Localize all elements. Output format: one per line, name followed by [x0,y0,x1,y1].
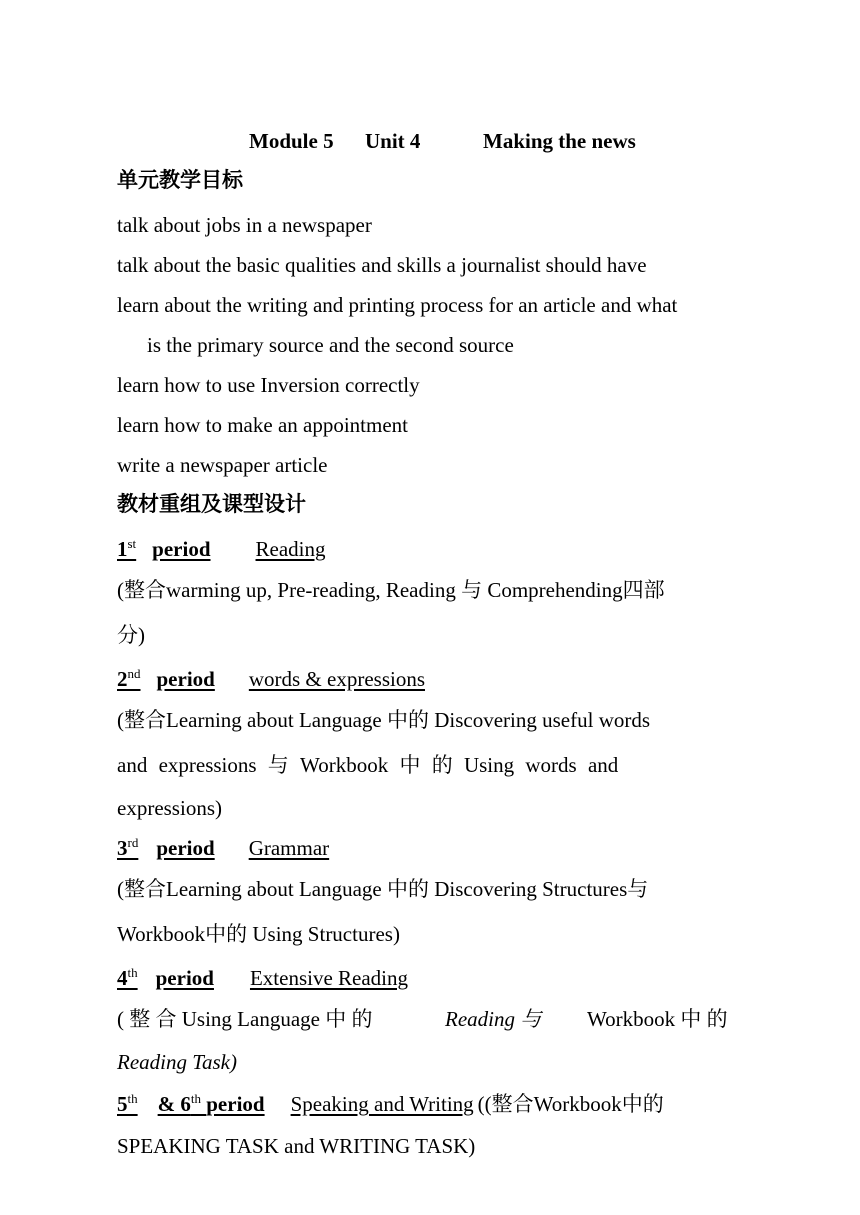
period-number: 5 [117,1092,128,1116]
goal-item: learn about the writing and printing process for an article and what [117,293,678,317]
goals-heading: 单元教学目标 [117,168,243,192]
desc-part: ( 整 合 Using Language 中 的 [117,1007,373,1031]
period-topic: Extensive Reading [249,966,409,990]
period-description: Workbook中的 Using Structures) [117,922,400,946]
period-ordinal: rd [127,835,139,850]
goal-item: talk about jobs in a newspaper [117,213,372,237]
period-topic: Grammar [248,836,330,860]
period-topic: Reading [255,537,326,561]
period-description: 分) [117,623,145,647]
period-description: (整合warming up, Pre-reading, Reading 与 Comprehending四部 [117,578,665,602]
period-number: 1 [117,537,128,561]
period-3-heading [117,835,740,860]
period-4-heading [117,965,740,990]
title-unit: Unit 4 [365,129,421,153]
period-description: expressions) [117,796,222,820]
period-description: SPEAKING TASK and WRITING TASK) [117,1134,476,1158]
period-description: (整合Learning about Language 中的 Discovering Structures与 [117,877,649,901]
period-number: 4 [117,966,128,990]
period-1-heading [117,536,740,561]
period-description: and expressions 与 Workbook 中 的 Using words and [117,753,619,777]
period-word: period [156,667,215,691]
goal-item: talk about the basic qualities and skills a journalist should have [117,253,647,277]
period-ordinal: nd [127,666,141,681]
title-name: Making the news [483,129,636,153]
period-topic: Speaking and Writing [290,1092,474,1116]
desc-part: Workbook 中 的 [587,1007,728,1031]
period-5-6-heading [117,1091,740,1116]
goal-item: learn how to make an appointment [117,413,408,437]
desc-part: Reading 与 [445,1007,542,1031]
period-number: 2 [117,667,128,691]
period-2-heading [117,666,740,691]
design-heading: 教材重组及课型设计 [117,492,306,516]
goal-item: write a newspaper article [117,453,328,477]
goal-item-continued: is the primary source and the second source [147,333,514,357]
goal-item: learn how to use Inversion correctly [117,373,420,397]
period-description: Reading Task) [117,1050,237,1074]
period-ordinal: st [127,536,137,551]
period-ordinal: th [127,1091,138,1106]
period-number-second: & 6 [157,1092,191,1116]
period-word: period [152,537,211,561]
period-tail: ((整合Workbook中的 [477,1092,664,1116]
period-ordinal: th [127,965,138,980]
period-ordinal: th [190,1091,201,1106]
title-module: Module 5 [249,129,334,153]
period-description: (整合Learning about Language 中的 Discovering useful words [117,708,651,732]
period-number: 3 [117,836,128,860]
period-topic: words & expressions [248,667,425,691]
period-word: period [206,1092,265,1116]
period-word: period [156,836,215,860]
period-word: period [155,966,214,990]
